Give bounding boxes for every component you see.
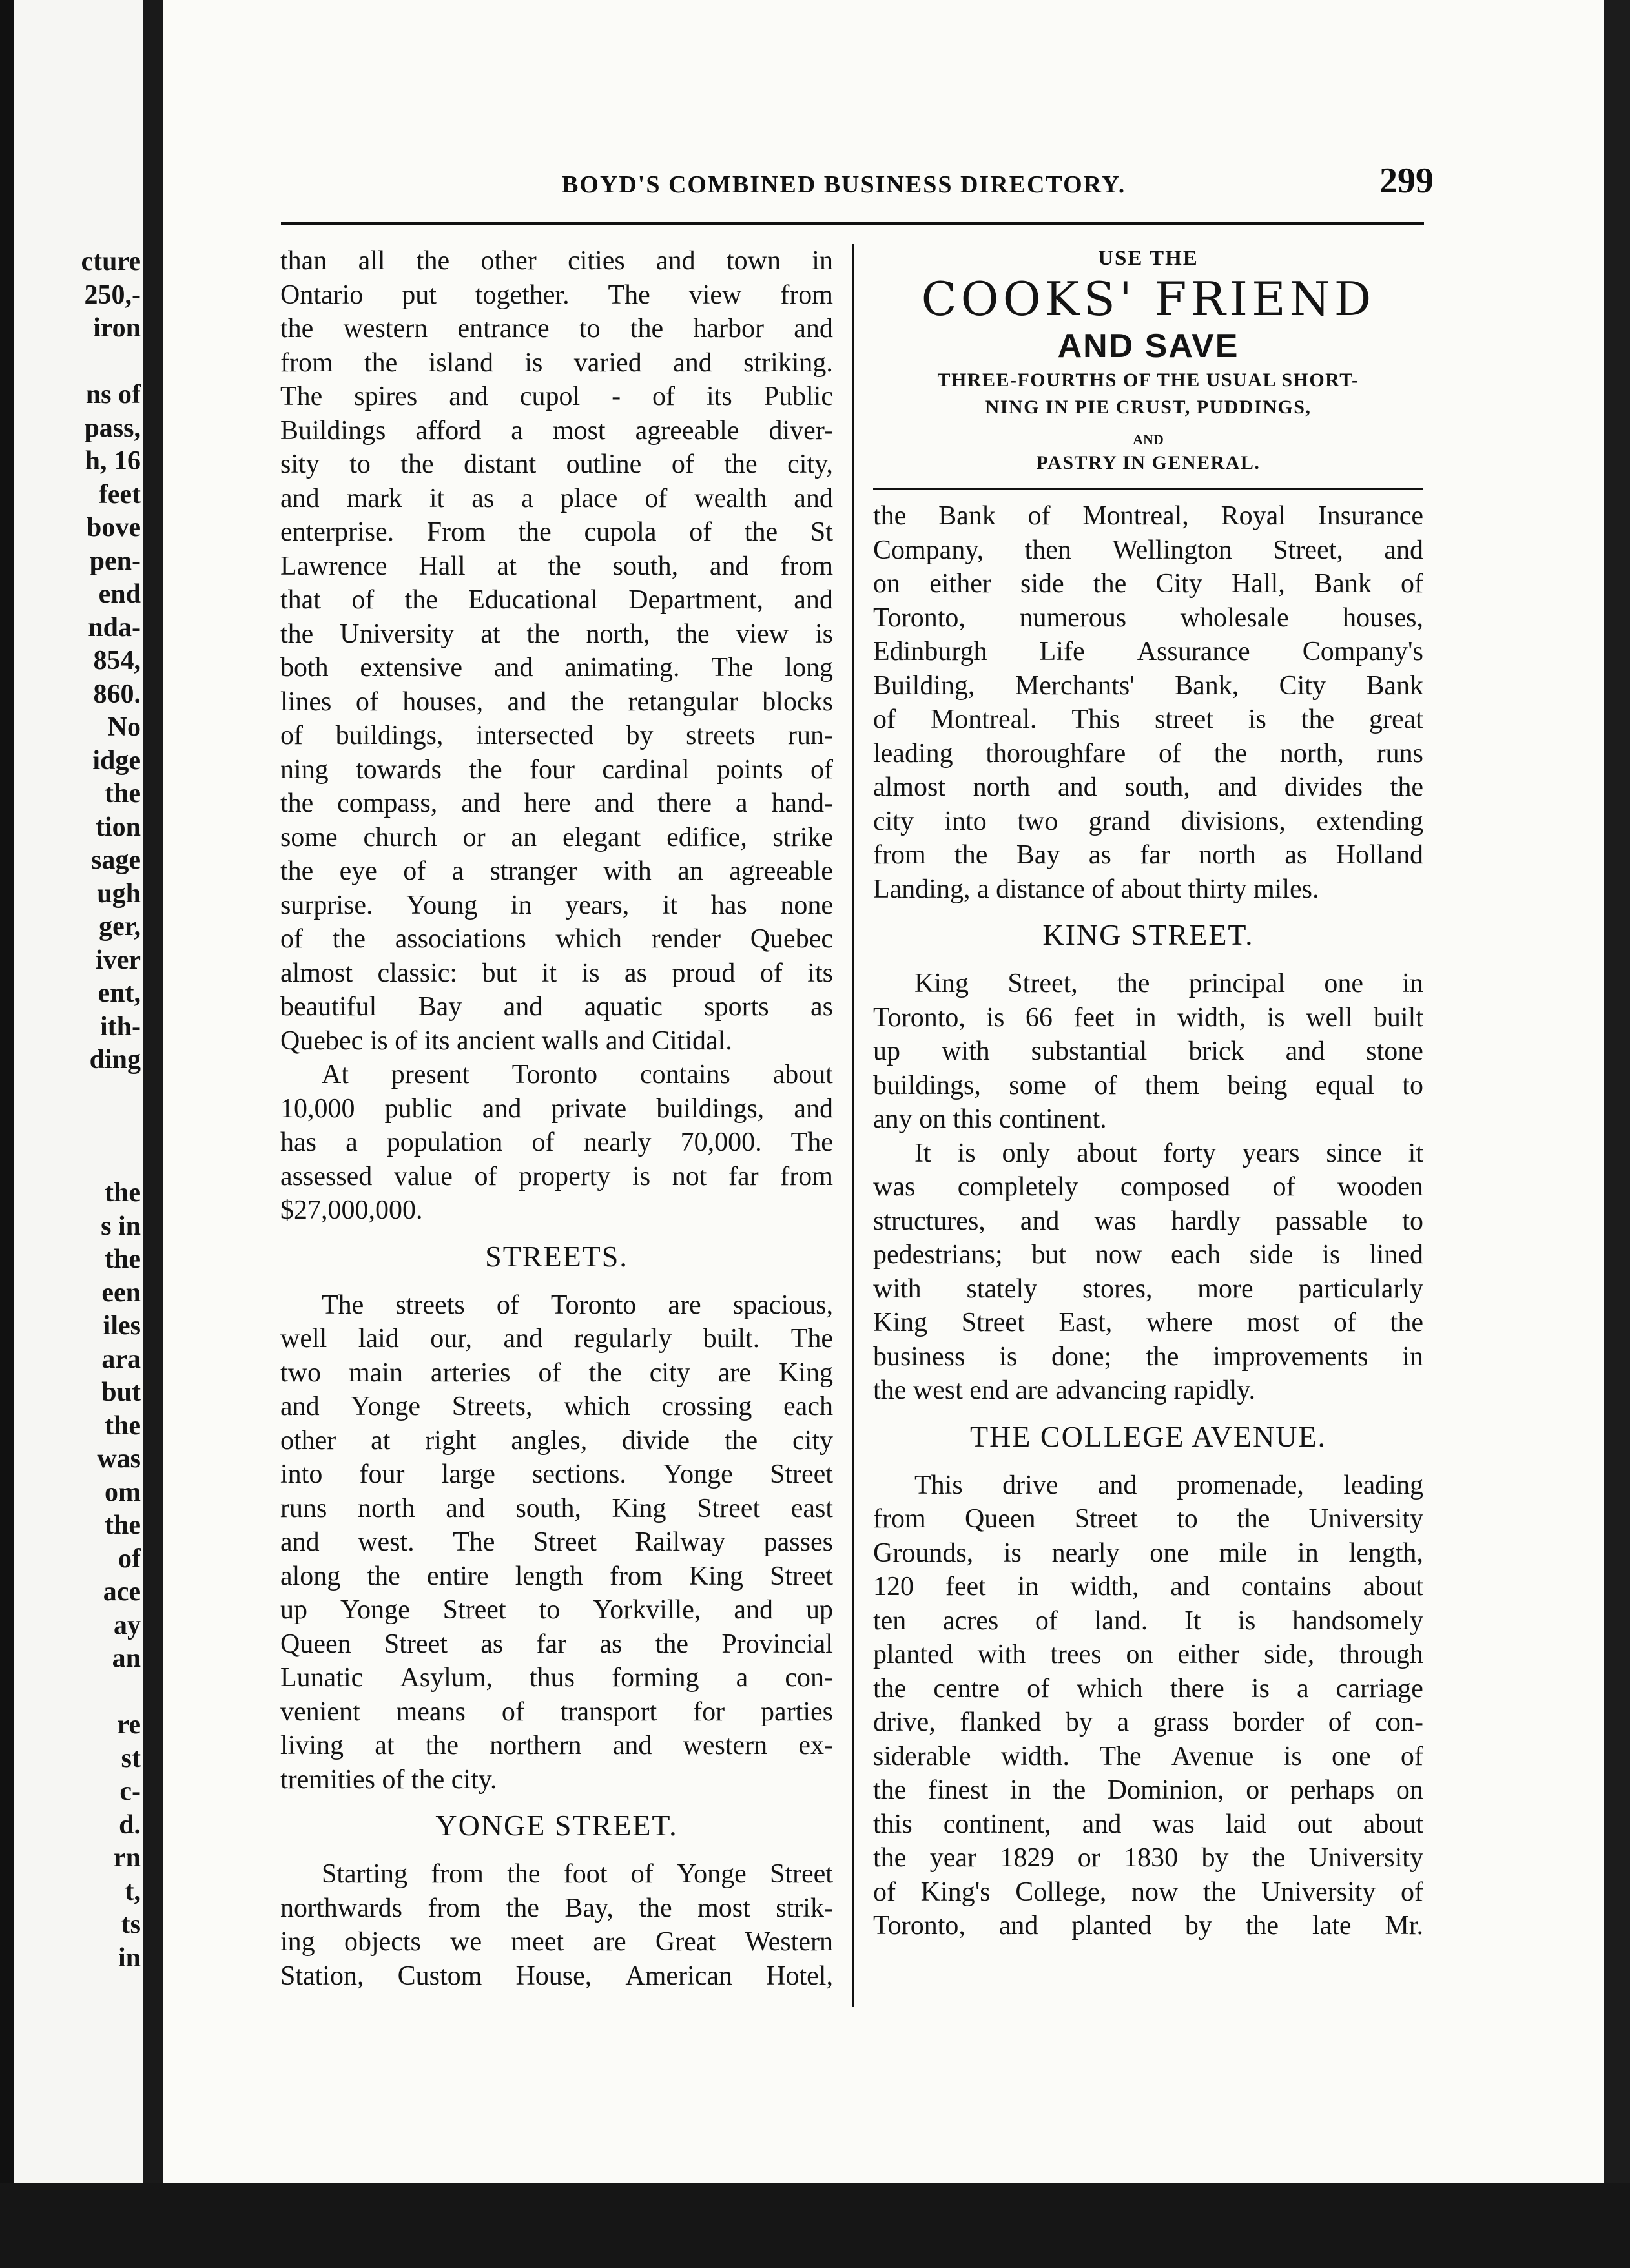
text-line: The spires and cupol - of its Public (280, 382, 833, 411)
text-line: At present Toronto contains about (322, 1060, 833, 1089)
paragraph-king-street (873, 967, 1423, 1137)
text-line: $27,000,000. (280, 1195, 423, 1225)
text-line: almost north and south, and divides the (873, 772, 1423, 802)
right-column (873, 244, 1423, 1943)
fragment-line (18, 1144, 141, 1177)
previous-page-edge (14, 0, 143, 2268)
page-number: 299 (1379, 161, 1434, 201)
text-line: Queen Street as far as the Provincial (280, 1629, 833, 1659)
text-line: up with substantial brick and stone (873, 1036, 1423, 1066)
text-line: both extensive and animating. The long (280, 653, 833, 683)
text-line: King Street East, where most of the (873, 1308, 1423, 1337)
fragment-line: t, (125, 1876, 141, 1906)
text-line: Lunatic Asylum, thus forming a con- (280, 1663, 833, 1693)
text-line: Toronto, numerous wholesale houses, (873, 603, 1423, 633)
scan-border-bottom (0, 2183, 1630, 2268)
text-line: Lawrence Hall at the south, and from (280, 551, 833, 581)
scan-border-left (0, 0, 14, 2268)
text-line: buildings, some of them being equal to (873, 1070, 1423, 1100)
fragment-line: h, 16 (85, 446, 141, 476)
fragment-line: 854, (93, 646, 141, 675)
text-line: tremities of the city. (280, 1764, 497, 1795)
fragment-line: pen- (89, 546, 141, 576)
fragment-line: ent, (98, 978, 141, 1008)
advertisement-cooks-friend (873, 244, 1423, 490)
text-line: was completely composed of wooden (873, 1172, 1423, 1202)
running-head-title: BOYD'S COMBINED BUSINESS DIRECTORY. (562, 171, 1126, 198)
text-line: the eye of a stranger with an agreeable (280, 856, 833, 886)
scan-border-right (1604, 0, 1630, 2268)
text-line: Company, then Wellington Street, and (873, 535, 1423, 565)
text-line: the year 1829 or 1830 by the University (873, 1843, 1423, 1873)
fragment-line: 250,- (84, 280, 141, 310)
fragment-line: iles (103, 1311, 141, 1341)
text-line: of King's College, now the University of (873, 1877, 1423, 1907)
fragment-line: ts (121, 1910, 141, 1939)
text-line: from the island is varied and striking. (280, 347, 833, 378)
paragraph-buildings-population (280, 1058, 833, 1228)
text-line: It is only about forty years since it (914, 1138, 1423, 1168)
fragment-line (18, 1077, 141, 1111)
text-line: and mark it as a place of wealth and (280, 483, 833, 513)
fragment-line: No (107, 712, 141, 742)
heading-streets: STREETS. (485, 1239, 628, 1273)
fragment-line: the (105, 1510, 141, 1540)
column-rule (852, 244, 854, 2007)
text-line: this continent, and was laid out about (873, 1809, 1423, 1839)
left-column (280, 244, 833, 1993)
fragment-line: iver (96, 945, 141, 975)
fragment-line: end (98, 579, 141, 609)
text-line: The streets of Toronto are spacious, (322, 1290, 833, 1320)
text-line: Quebec is of its ancient walls and Citidal. (280, 1026, 732, 1056)
text-line: 10,000 public and private buildings, and (280, 1093, 833, 1124)
text-line: the western entrance to the harbor and (280, 314, 833, 344)
text-line: ing objects we meet are Great Western (280, 1927, 833, 1957)
text-line: ning towards the four cardinal points of (280, 754, 833, 785)
text-line: beautiful Bay and aquatic sports as (280, 992, 833, 1022)
paragraph-streets (280, 1288, 833, 1797)
text-line: Landing, a distance of about thirty miles. (873, 874, 1319, 904)
text-line: northwards from the Bay, the most strik- (280, 1893, 833, 1923)
text-line: pedestrians; but now each side is lined (873, 1240, 1423, 1270)
text-line: lines of houses, and the retangular blocks (280, 686, 833, 717)
text-line: with stately stores, more particularly (873, 1273, 1423, 1304)
text-line: the University at the north, the view is (280, 619, 833, 649)
text-line: the Bank of Montreal, Royal Insurance (873, 501, 1423, 531)
ad-line-3: PASTRY IN GENERAL. (1036, 452, 1261, 473)
previous-page-fragments (18, 245, 141, 1975)
ad-and-word: AND (1133, 431, 1164, 448)
text-line: along the entire length from King Street (280, 1561, 833, 1591)
running-head (278, 160, 1434, 212)
fragment-line: of (118, 1543, 141, 1574)
fragment-line: cture (81, 247, 141, 276)
text-line: Station, Custom House, American Hotel, (280, 1961, 833, 1991)
fragment-line: was (97, 1444, 141, 1474)
text-line: drive, flanked by a grass border of con- (873, 1707, 1423, 1737)
fragment-line: iron (93, 313, 141, 343)
text-line: of the associations which render Quebec (280, 924, 833, 954)
text-line: any on this continent. (873, 1104, 1107, 1134)
heading-college-avenue: THE COLLEGE AVENUE. (969, 1419, 1327, 1453)
fragment-line: ay (114, 1610, 141, 1640)
text-line: 120 feet in width, and contains about (873, 1572, 1423, 1602)
text-line: the west end are advancing rapidly. (873, 1376, 1256, 1405)
ad-use-the: USE THE (1098, 247, 1199, 270)
text-line: other at right angles, divide the city (280, 1425, 833, 1456)
fragment-line: sage (91, 845, 141, 875)
paragraph-yonge-continued (873, 499, 1423, 906)
fragment-line: re (117, 1710, 141, 1740)
text-line: assessed value of property is not far from (280, 1161, 833, 1191)
text-line: living at the northern and western ex- (280, 1731, 833, 1760)
text-line: into four large sections. Yonge Street (280, 1459, 833, 1489)
text-line: This drive and promenade, leading (914, 1470, 1423, 1500)
fragment-line: st (121, 1743, 141, 1773)
fragment-line: ding (89, 1045, 141, 1075)
fragment-line: tion (95, 812, 141, 842)
text-line: business is done; the improvements in (873, 1341, 1423, 1372)
text-line: and Yonge Streets, which crossing each (280, 1392, 833, 1421)
fragment-line (18, 1676, 141, 1709)
ad-brand-name: COOKS' FRIEND (921, 272, 1376, 326)
fragment-line: the (105, 779, 141, 809)
text-line: Starting from the foot of Yonge Street (322, 1859, 833, 1889)
text-line: well laid our, and regularly built. The (280, 1324, 833, 1354)
text-line: runs north and south, King Street east (280, 1493, 833, 1523)
text-line: two main arteries of the city are King (280, 1357, 833, 1388)
fragment-line: in (118, 1943, 141, 1973)
text-line: than all the other cities and town in (280, 246, 833, 276)
fragment-line: the (105, 1410, 141, 1441)
text-line: planted with trees on either side, through (873, 1640, 1423, 1669)
header-rule (281, 222, 1424, 225)
text-line: Grounds, is nearly one mile in length, (873, 1538, 1423, 1568)
text-line: leading thoroughfare of the north, runs (873, 738, 1423, 768)
text-line: structures, and was hardly passable to (873, 1206, 1423, 1236)
text-line: enterprise. From the cupola of the St (280, 517, 833, 547)
text-line: from Queen Street to the University (873, 1504, 1423, 1534)
text-line: the finest in the Dominion, or perhaps on (873, 1775, 1423, 1805)
text-line: Buildings afford a most agreeable diver- (280, 415, 833, 446)
fragment-line: d. (119, 1809, 141, 1840)
text-line: Toronto, and planted by the late Mr. (873, 1911, 1423, 1941)
text-line: sity to the distant outline of the city, (280, 449, 833, 479)
text-line: city into two grand divisions, extending (873, 806, 1423, 836)
text-line: that of the Educational Department, and (280, 585, 833, 615)
text-line: surprise. Young in years, it has none (280, 890, 833, 920)
paragraph-college-avenue (873, 1469, 1423, 1943)
heading-yonge-street: YONGE STREET. (435, 1809, 678, 1842)
text-line: Edinburgh Life Assurance Company's (873, 637, 1423, 666)
fragment-line: rn (114, 1843, 141, 1873)
text-line: Building, Merchants' Bank, City Bank (873, 670, 1423, 701)
text-line: King Street, the principal one in (914, 969, 1423, 998)
text-line: Ontario put together. The view from (280, 280, 833, 310)
text-line: ten acres of land. It is handsomely (873, 1605, 1423, 1636)
fragment-line: om (105, 1477, 141, 1507)
paragraph-toronto-view (280, 244, 833, 1058)
text-line: the centre of which there is a carriage (873, 1673, 1423, 1704)
ad-and-save: AND SAVE (1057, 327, 1239, 365)
text-line: of Montreal. This street is the great (873, 705, 1423, 734)
fragment-line: feet (98, 479, 141, 510)
fragment-line: ns of (85, 380, 141, 409)
heading-king-street: KING STREET. (1042, 918, 1254, 951)
fragment-line: ugh (97, 878, 141, 909)
fragment-line: idge (92, 745, 141, 776)
fragment-line: ara (101, 1344, 141, 1374)
ad-bottom-rule (873, 488, 1423, 490)
text-line: siderable width. The Avenue is one of (873, 1741, 1423, 1771)
text-line: from the Bay as far north as Holland (873, 840, 1423, 870)
fragment-line: but (101, 1377, 141, 1407)
fragment-line: 860. (93, 679, 141, 709)
paragraph-king-street-history (873, 1137, 1423, 1408)
text-line: and west. The Street Railway passes (280, 1527, 833, 1557)
fragment-line: the (105, 1244, 141, 1274)
text-line: some church or an elegant edifice, strike (280, 822, 833, 852)
fragment-line: ith- (100, 1011, 141, 1042)
fragment-line: c- (119, 1777, 141, 1806)
text-line: on either side the City Hall, Bank of (873, 569, 1423, 599)
fragment-line (18, 1110, 141, 1144)
fragment-line (18, 345, 141, 379)
text-line: up Yonge Street to Yorkville, and up (280, 1595, 833, 1625)
paragraph-yonge-street (280, 1857, 833, 1993)
text-line: almost classic: but it is as proud of its (280, 958, 833, 988)
fragment-line: een (101, 1277, 141, 1308)
fragment-line: bove (87, 513, 141, 542)
text-line: venient means of transport for parties (280, 1696, 833, 1727)
fragment-line: ace (103, 1577, 141, 1607)
text-line: of buildings, intersected by streets run- (280, 721, 833, 750)
fragment-line: s in (101, 1211, 141, 1241)
text-line: has a population of nearly 70,000. The (280, 1128, 833, 1157)
ad-line-1: THREE-FOURTHS OF THE USUAL SHORT- (937, 369, 1359, 391)
fragment-line: pass, (84, 413, 141, 443)
fragment-line: the (105, 1178, 141, 1208)
fragment-line: ger, (99, 912, 141, 942)
text-line: the compass, and here and there a hand- (280, 789, 833, 818)
text-line: Toronto, is 66 feet in width, is well built (873, 1002, 1423, 1033)
book-gutter (143, 0, 163, 2268)
ad-line-2: NING IN PIE CRUST, PUDDINGS, (985, 397, 1312, 418)
fragment-line: nda- (88, 612, 141, 643)
fragment-line: an (112, 1644, 141, 1673)
